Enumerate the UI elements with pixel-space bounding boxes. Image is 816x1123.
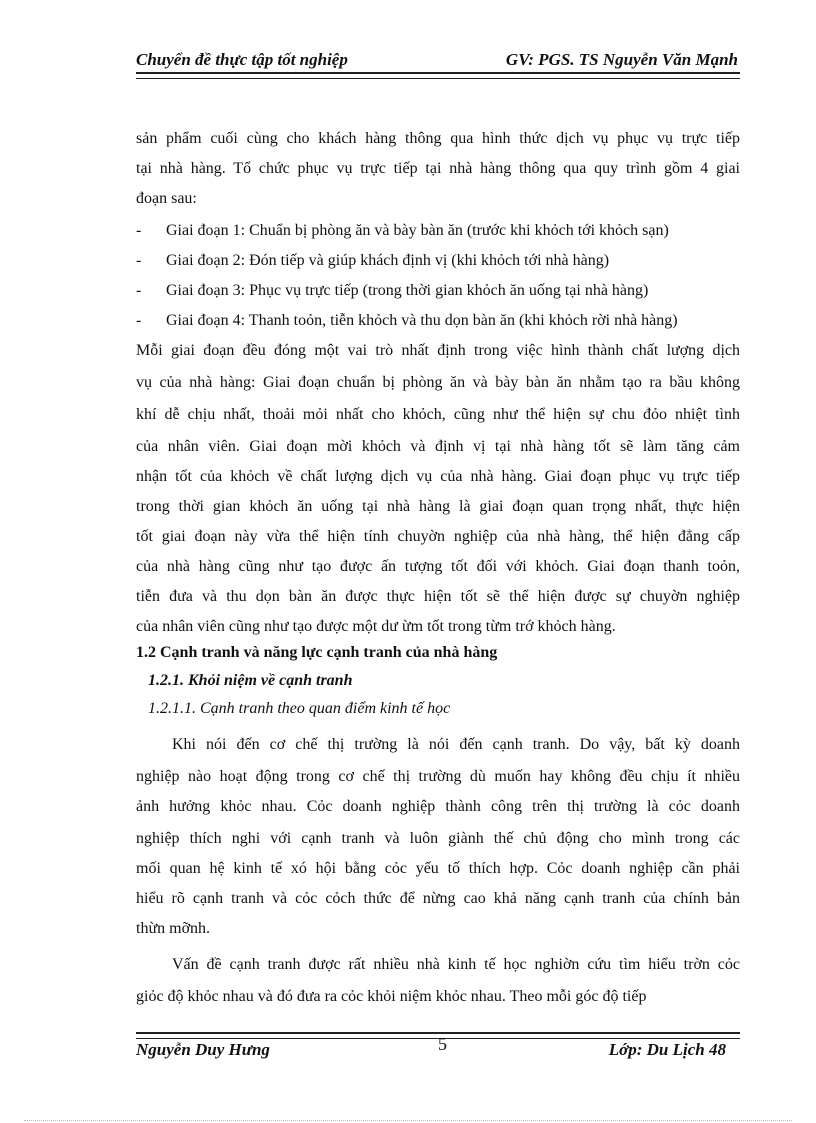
dash-bullet: - xyxy=(136,252,142,269)
list-item-text: Giai đoạn 1: Chuẩn bị phòng ăn và bày bàn ăn (trước khi khỏch tới khỏch sạn) xyxy=(166,222,669,239)
dash-bullet: - xyxy=(136,222,142,239)
body-line: trong thời gian khỏch ăn uống tại nhà hàng là giai đoạn quan trọng nhất, thực hiện xyxy=(136,498,740,515)
dash-bullet: - xyxy=(136,312,142,329)
header-advisor: GV: PGS. TS Nguyễn Văn Mạnh xyxy=(505,50,738,69)
list-item-text: Giai đoạn 3: Phục vụ trực tiếp (trong thời gian khỏch ăn uống tại nhà hàng) xyxy=(166,282,649,299)
body-line: hiểu rõ cạnh tranh và cỏc cỏch thức để nừng cao khả năng cạnh tranh của chính bản xyxy=(136,890,740,907)
list-item xyxy=(136,282,740,306)
page-footer xyxy=(136,1034,740,1064)
body-line: Vấn đề cạnh tranh được rất nhiều nhà kinh tế học nghiờn cứu tìm hiểu trờn cỏc xyxy=(172,956,740,973)
subsubsection-heading: 1.2.1.1. Cạnh tranh theo quan điểm kinh tế học xyxy=(148,700,451,717)
body-line: vụ của nhà hàng: Giai đoạn chuẩn bị phòng ăn và bày bàn ăn nhằm tạo ra bầu không xyxy=(136,374,740,391)
body-line: ảnh hưởng khỏc nhau. Cỏc doanh nghiệp thành công trên thị trường là cỏc doanh xyxy=(136,798,740,815)
body-line: của nhân viên. Giai đoạn mời khỏch và định vị tại nhà hàng tốt sẽ làm tăng cảm xyxy=(136,438,740,455)
body-line: tại nhà hàng. Tổ chức phục vụ trực tiếp tại nhà hàng thông qua quy trình gồm 4 giai xyxy=(136,160,740,177)
body-line: nhận tốt của khỏch về chất lượng dịch vụ của nhà hàng. Giai đoạn phục vụ trực tiếp xyxy=(136,468,740,485)
footer-class: Lớp: Du Lịch 48 xyxy=(608,1040,726,1059)
section-heading: 1.2 Cạnh tranh và năng lực cạnh tranh của nhà hàng xyxy=(136,644,498,661)
body-line: Khi nói đến cơ chế thị trường là nói đến cạnh tranh. Do vậy, bất kỳ doanh xyxy=(172,736,740,753)
list-item xyxy=(136,252,740,276)
body-line: mối quan hệ kinh tế xó hội bằng cỏc yếu tố thích hợp. Cỏc doanh nghiệp cần phải xyxy=(136,860,740,877)
dash-bullet: - xyxy=(136,282,142,299)
body-line: nghiệp thích nghi với cạnh tranh và luôn giành thế chủ động cho mình trong các xyxy=(136,830,740,847)
body-line: của nhân viên cũng như tạo được một dư ừm tốt trong từm trớ khỏch hàng. xyxy=(136,618,616,635)
list-item-text: Giai đoạn 2: Đón tiếp và giúp khách định vị (khi khỏch tới nhà hàng) xyxy=(166,252,610,269)
list-item xyxy=(136,222,740,246)
body-line: tiễn đưa và thu dọn bàn ăn được thực hiện tốt sẽ thể hiện được sự chuyờn nghiệp xyxy=(136,588,740,605)
list-item xyxy=(136,312,740,336)
subsection-heading: 1.2.1. Khỏi niệm về cạnh tranh xyxy=(148,672,353,689)
page-header xyxy=(136,48,740,74)
body-line: khí dễ chịu nhất, thoải mỏi nhất cho khỏch, cũng như thể hiện sự chu đỏo nhiệt tình xyxy=(136,406,740,423)
page-number: 5 xyxy=(438,1034,447,1054)
body-line: tốt giai đoạn này vừa thể hiện tính chuyờn nghiệp của nhà hàng, thể hiện đẳng cấp xyxy=(136,528,740,545)
header-rule xyxy=(136,72,740,79)
page-bottom-border xyxy=(24,1120,792,1121)
body-line: nghiệp nào hoạt động trong cơ chế thị trường dù muốn hay không đều chịu ít nhiều xyxy=(136,768,740,785)
header-title: Chuyển đề thực tập tốt nghiệp xyxy=(136,50,348,69)
body-line: sản phẩm cuối cùng cho khách hàng thông qua hình thức dịch vụ phục vụ trực tiếp xyxy=(136,130,740,147)
footer-author: Nguyễn Duy Hưng xyxy=(136,1040,270,1059)
body-line: đoạn sau: xyxy=(136,190,197,207)
body-line: của nhà hàng cũng như tạo được ấn tượng tốt đối với khỏch. Giai đoạn thanh toỏn, xyxy=(136,558,740,575)
list-item-text: Giai đoạn 4: Thanh toỏn, tiễn khỏch và thu dọn bàn ăn (khi khỏch rời nhà hàng) xyxy=(166,312,678,329)
body-line: Mỗi giai đoạn đều đóng một vai trò nhất định trong việc hình thành chất lượng dịch xyxy=(136,342,740,359)
body-line: giỏc độ khỏc nhau và đó đưa ra cỏc khỏi niệm khỏc nhau. Theo mỗi góc độ tiếp xyxy=(136,988,647,1005)
body-line: thừn mỡnh. xyxy=(136,920,211,937)
